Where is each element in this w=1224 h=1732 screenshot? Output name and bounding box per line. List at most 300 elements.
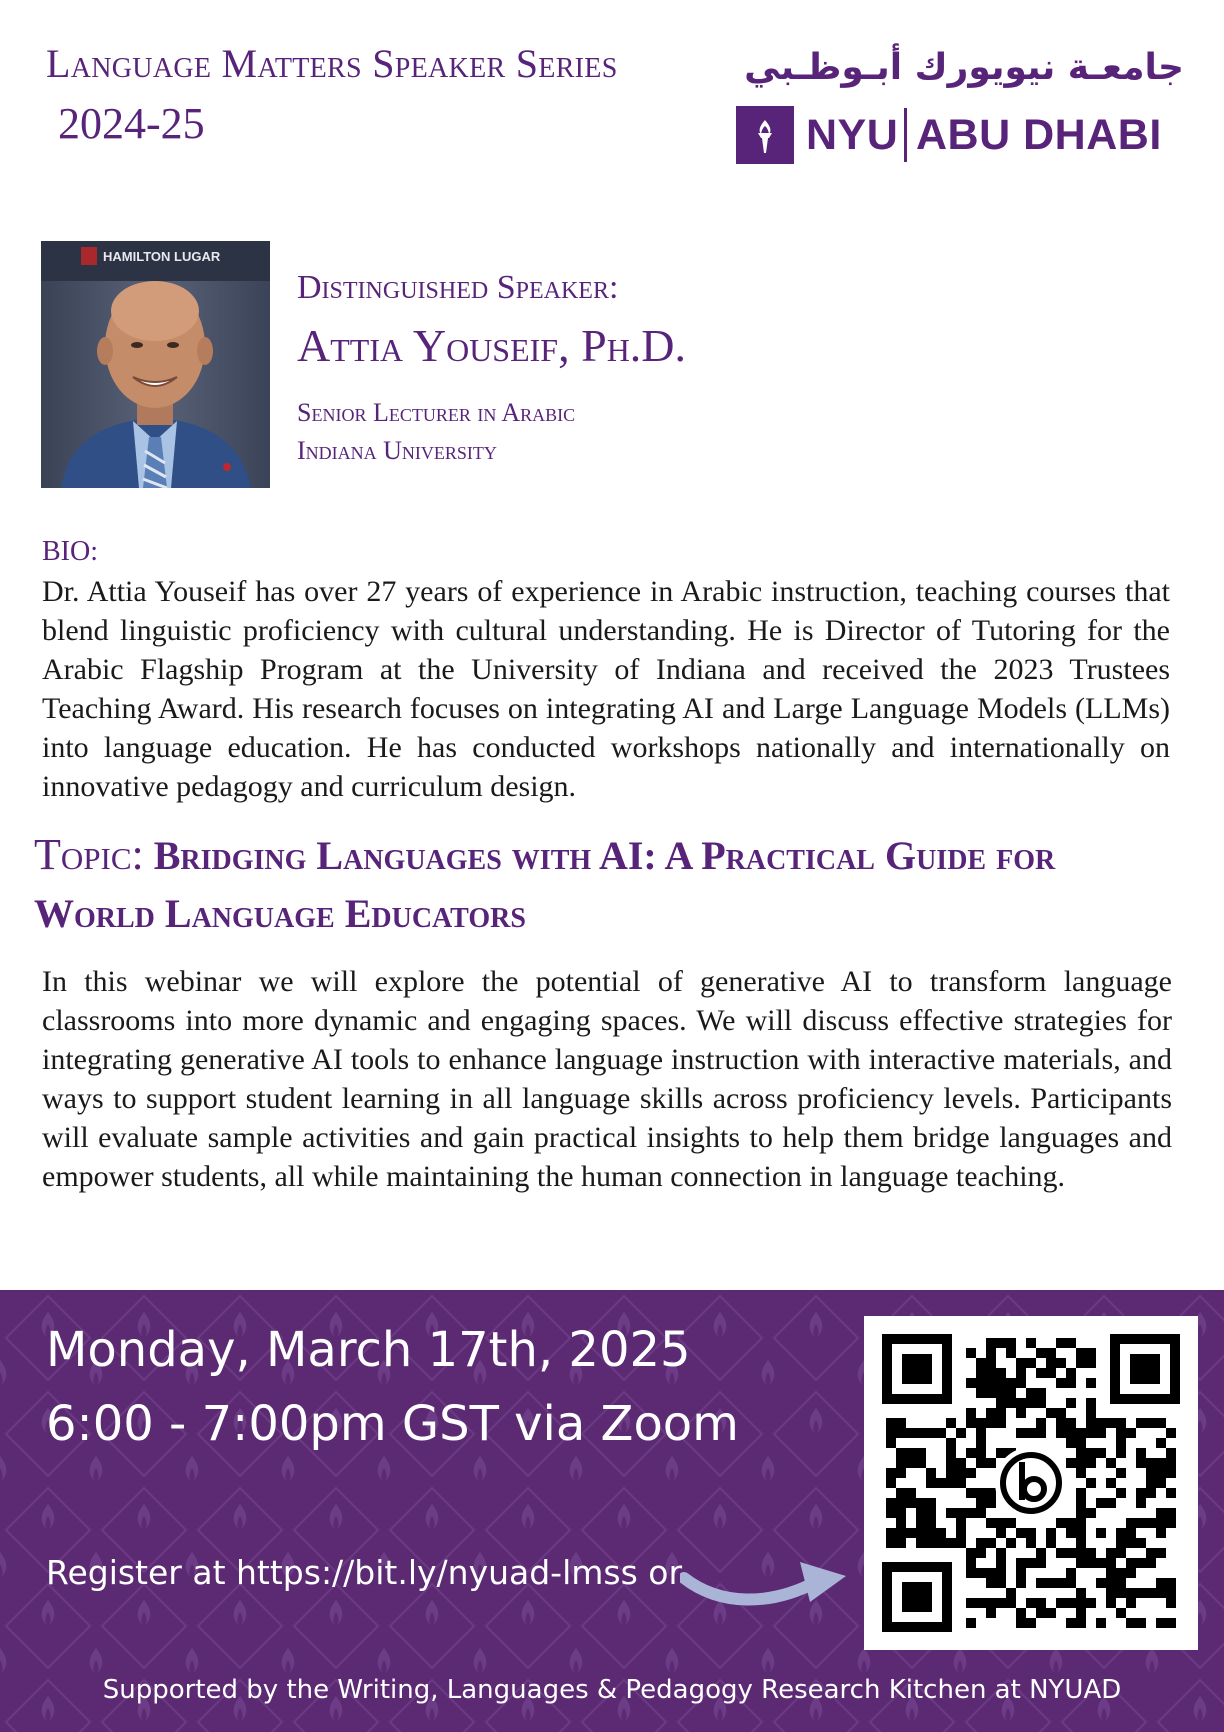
qr-module xyxy=(1026,1618,1036,1628)
qr-module xyxy=(1126,1558,1136,1568)
qr-module xyxy=(986,1338,996,1348)
qr-module xyxy=(996,1408,1006,1418)
register-link[interactable]: Register at https://bit.ly/nyuad-lmss or xyxy=(46,1553,683,1592)
qr-module xyxy=(1136,1538,1146,1548)
qr-module xyxy=(916,1538,926,1548)
qr-module xyxy=(916,1518,926,1528)
qr-module xyxy=(1136,1448,1146,1458)
qr-module xyxy=(966,1408,976,1418)
qr-module xyxy=(1156,1528,1166,1538)
qr-module xyxy=(1146,1558,1156,1568)
qr-module xyxy=(956,1508,966,1518)
qr-module xyxy=(1136,1588,1146,1598)
qr-module xyxy=(886,1428,896,1438)
qr-module xyxy=(996,1398,1006,1408)
qr-module xyxy=(1066,1578,1076,1588)
qr-module xyxy=(996,1388,1006,1398)
qr-module xyxy=(1116,1488,1126,1498)
qr-module xyxy=(946,1478,956,1488)
qr-module xyxy=(1036,1398,1046,1408)
qr-module xyxy=(966,1508,976,1518)
qr-module xyxy=(1036,1608,1046,1618)
qr-module xyxy=(986,1488,996,1498)
qr-module xyxy=(1136,1418,1146,1428)
qr-module xyxy=(996,1368,1006,1378)
qr-module xyxy=(996,1598,1006,1608)
qr-module xyxy=(896,1528,906,1538)
qr-module xyxy=(1066,1458,1076,1468)
qr-module xyxy=(1066,1528,1076,1538)
qr-module xyxy=(966,1568,976,1578)
qr-module xyxy=(886,1418,896,1428)
qr-module xyxy=(1006,1588,1016,1598)
speaker-label: Distinguished Speaker: xyxy=(297,269,619,306)
logo-arabic-text: جامعـة نيويورك أبـوظـبي xyxy=(744,47,1184,88)
qr-module xyxy=(1026,1358,1036,1368)
qr-module xyxy=(1066,1418,1076,1428)
qr-module xyxy=(1066,1518,1076,1528)
qr-module xyxy=(1096,1578,1106,1588)
qr-module xyxy=(1046,1408,1056,1418)
qr-module xyxy=(1116,1588,1126,1598)
qr-module xyxy=(886,1478,896,1488)
qr-module xyxy=(1106,1568,1116,1578)
qr-module xyxy=(906,1498,916,1508)
qr-module xyxy=(1036,1368,1046,1378)
qr-module xyxy=(1116,1548,1126,1558)
qr-module xyxy=(1046,1368,1056,1378)
qr-module xyxy=(996,1528,1006,1538)
topic-label: Topic: xyxy=(34,830,144,879)
qr-module xyxy=(1116,1428,1126,1438)
qr-module xyxy=(1026,1538,1036,1548)
qr-module xyxy=(1076,1608,1086,1618)
event-footer xyxy=(0,1290,1224,1732)
qr-module xyxy=(946,1448,956,1458)
qr-module xyxy=(1076,1448,1086,1458)
qr-module xyxy=(1116,1568,1126,1578)
qr-module xyxy=(1106,1598,1116,1608)
qr-module xyxy=(1016,1398,1026,1408)
qr-module xyxy=(886,1498,896,1508)
qr-module xyxy=(1016,1378,1026,1388)
qr-module xyxy=(1126,1588,1136,1598)
qr-module xyxy=(1126,1518,1136,1528)
qr-module xyxy=(1086,1478,1096,1488)
qr-module xyxy=(1116,1528,1126,1538)
qr-module xyxy=(1166,1488,1176,1498)
qr-module xyxy=(1126,1528,1136,1538)
qr-module xyxy=(1016,1528,1026,1538)
qr-module xyxy=(1056,1378,1066,1388)
qr-module xyxy=(986,1348,996,1358)
qr-module xyxy=(1146,1468,1156,1478)
qr-module xyxy=(976,1568,986,1578)
qr-module xyxy=(986,1598,996,1608)
qr-module xyxy=(956,1528,966,1538)
qr-module xyxy=(916,1458,926,1468)
qr-module xyxy=(1146,1458,1156,1468)
qr-module xyxy=(1086,1458,1096,1468)
qr-module xyxy=(1086,1408,1096,1418)
qr-module xyxy=(1016,1568,1026,1578)
qr-module xyxy=(936,1538,946,1548)
qr-module xyxy=(1076,1468,1086,1478)
qr-module xyxy=(1006,1538,1016,1548)
qr-module xyxy=(1076,1358,1086,1368)
logo-nyu-text: NYU xyxy=(806,111,899,159)
qr-module xyxy=(1016,1618,1026,1628)
qr-module xyxy=(1136,1518,1146,1528)
arrow-right-icon xyxy=(680,1552,850,1612)
qr-module xyxy=(1086,1398,1096,1408)
qr-module xyxy=(986,1408,996,1418)
event-date: Monday, March 17th, 2025 xyxy=(46,1322,691,1378)
qr-module xyxy=(1156,1548,1166,1558)
qr-module xyxy=(1156,1518,1166,1528)
qr-module xyxy=(1046,1358,1056,1368)
qr-module xyxy=(966,1348,976,1358)
qr-module xyxy=(926,1508,936,1518)
qr-module xyxy=(1036,1428,1046,1438)
qr-module xyxy=(1096,1558,1106,1568)
qr-module xyxy=(1076,1588,1086,1598)
qr-module xyxy=(1156,1468,1166,1478)
qr-module xyxy=(1016,1358,1026,1368)
qr-module xyxy=(1076,1618,1086,1628)
qr-module xyxy=(1066,1398,1076,1408)
qr-module xyxy=(1006,1378,1016,1388)
qr-module xyxy=(1096,1528,1106,1538)
bio-heading: BIO: xyxy=(42,536,98,567)
nyu-torch-icon xyxy=(736,106,794,164)
qr-module xyxy=(1116,1438,1126,1448)
qr-module xyxy=(1066,1428,1076,1438)
qr-module xyxy=(1116,1538,1126,1548)
qr-module xyxy=(1006,1338,1016,1348)
qr-module xyxy=(986,1518,996,1528)
support-credit: Supported by the Writing, Languages & Pedagogy Research Kitchen at NYUAD xyxy=(102,1675,1122,1705)
qr-module xyxy=(886,1538,896,1548)
qr-module xyxy=(976,1378,986,1388)
qr-module xyxy=(916,1498,926,1508)
qr-module xyxy=(986,1568,996,1578)
qr-module xyxy=(1056,1358,1066,1368)
topic xyxy=(34,826,1184,943)
qr-module xyxy=(1076,1498,1086,1508)
speaker-photo xyxy=(41,241,270,488)
qr-module xyxy=(936,1528,946,1538)
qr-module xyxy=(976,1458,986,1468)
qr-module xyxy=(966,1448,976,1458)
qr-module xyxy=(986,1538,996,1548)
qr-module xyxy=(986,1608,996,1618)
qr-module xyxy=(1086,1548,1096,1558)
qr-module xyxy=(1126,1568,1136,1578)
qr-finder-bottom-left xyxy=(882,1562,952,1632)
qr-module xyxy=(1056,1338,1066,1348)
qr-module xyxy=(946,1438,956,1448)
qr-module xyxy=(1166,1468,1176,1478)
qr-module xyxy=(1126,1428,1136,1438)
qr-module xyxy=(906,1528,916,1538)
qr-module xyxy=(976,1548,986,1558)
qr-module xyxy=(986,1418,996,1428)
qr-module xyxy=(1016,1368,1026,1378)
qr-module xyxy=(886,1468,896,1478)
qr-finder-top-left xyxy=(882,1334,952,1404)
qr-module xyxy=(1166,1588,1176,1598)
qr-module xyxy=(976,1508,986,1518)
qr-module xyxy=(1026,1398,1036,1408)
qr-module xyxy=(1026,1558,1036,1568)
bio-text: Dr. Attia Youseif has over 27 years of experience in Arabic instruction, teaching courses that blend linguistic proficiency with cultural understanding. He is Director of Tutoring for the Arabic Flagship Program at the University of Indiana and received the 2023 Trustees Teaching Award. His research focuses on integrating AI and Large Language Models (LLMs) into language education. He has conducted workshops nationally and internationally on innovative pedagogy and curriculum design. xyxy=(42,575,1170,803)
qr-module xyxy=(926,1498,936,1508)
qr-module xyxy=(1106,1478,1116,1488)
qr-module xyxy=(946,1418,956,1428)
qr-module xyxy=(1066,1368,1076,1378)
qr-module xyxy=(1026,1528,1036,1538)
qr-module xyxy=(1106,1558,1116,1568)
qr-module xyxy=(1066,1548,1076,1558)
qr-module xyxy=(886,1438,896,1448)
qr-module xyxy=(1066,1598,1076,1608)
qr-module xyxy=(966,1418,976,1428)
qr-module xyxy=(926,1468,936,1478)
qr-module xyxy=(1056,1548,1066,1558)
qr-module xyxy=(966,1558,976,1568)
qr-module xyxy=(1056,1578,1066,1588)
qr-module xyxy=(1056,1418,1066,1428)
qr-module xyxy=(956,1538,966,1548)
qr-module xyxy=(996,1518,1006,1528)
qr-module xyxy=(1136,1618,1146,1628)
qr-module xyxy=(1166,1518,1176,1528)
qr-module xyxy=(956,1428,966,1438)
series-year: 2024-25 xyxy=(58,99,205,148)
qr-module xyxy=(1086,1428,1096,1438)
qr-module xyxy=(1156,1508,1166,1518)
qr-module xyxy=(966,1468,976,1478)
qr-module xyxy=(1036,1418,1046,1428)
qr-module xyxy=(1166,1448,1176,1458)
qr-module xyxy=(986,1498,996,1508)
qr-module xyxy=(946,1538,956,1548)
nyuad-logo xyxy=(734,46,1184,166)
qr-module xyxy=(1166,1598,1176,1608)
qr-module xyxy=(1136,1488,1146,1498)
qr-module xyxy=(976,1428,986,1438)
topic-title: Bridging Languages with AI: A Practical Guide for World Language Educators xyxy=(34,833,1056,936)
qr-module xyxy=(1136,1498,1146,1508)
qr-module xyxy=(976,1498,986,1508)
qr-module xyxy=(966,1378,976,1388)
qr-module xyxy=(1116,1578,1126,1588)
qr-module xyxy=(1026,1338,1036,1348)
qr-module xyxy=(1076,1538,1086,1548)
qr-module xyxy=(1076,1518,1086,1528)
qr-module xyxy=(1006,1388,1016,1398)
qr-module xyxy=(906,1448,916,1458)
qr-module xyxy=(1096,1618,1106,1628)
qr-module xyxy=(1156,1618,1166,1628)
qr-module xyxy=(986,1358,996,1368)
qr-module xyxy=(1106,1458,1116,1468)
qr-module xyxy=(1116,1418,1126,1428)
qr-module xyxy=(926,1528,936,1538)
qr-module xyxy=(906,1488,916,1498)
qr-module xyxy=(1096,1428,1106,1438)
qr-finder-top-right xyxy=(1110,1334,1180,1404)
qr-module xyxy=(1146,1588,1156,1598)
qr-module xyxy=(1076,1598,1086,1608)
qr-module xyxy=(1066,1338,1076,1348)
qr-module xyxy=(1146,1548,1156,1558)
qr-module xyxy=(1116,1608,1126,1618)
photo-backdrop-text: HAMILTON LUGAR xyxy=(103,249,221,264)
qr-module xyxy=(986,1368,996,1378)
qr-module xyxy=(1096,1498,1106,1508)
qr-module xyxy=(1036,1578,1046,1588)
qr-module xyxy=(1026,1598,1036,1608)
qr-module xyxy=(976,1538,986,1548)
qr-module xyxy=(916,1428,926,1438)
qr-module xyxy=(1056,1408,1066,1418)
qr-module xyxy=(1076,1438,1086,1448)
qr-module xyxy=(1086,1448,1096,1458)
qr-module xyxy=(956,1478,966,1488)
qr-module xyxy=(1126,1598,1136,1608)
series-title: Language Matters Speaker Series xyxy=(46,41,618,86)
qr-module xyxy=(1096,1448,1106,1458)
qr-module xyxy=(1026,1388,1036,1398)
qr-module xyxy=(1166,1508,1176,1518)
qr-module xyxy=(926,1428,936,1438)
qr-module xyxy=(1146,1488,1156,1498)
qr-module xyxy=(1066,1618,1076,1628)
qr-module xyxy=(896,1428,906,1438)
qr-module xyxy=(1166,1578,1176,1588)
qr-module xyxy=(956,1458,966,1468)
qr-module xyxy=(896,1508,906,1518)
qr-module xyxy=(1146,1518,1156,1528)
qr-module xyxy=(966,1548,976,1558)
qr-module xyxy=(1006,1398,1016,1408)
qr-module xyxy=(1016,1578,1026,1588)
qr-module xyxy=(976,1368,986,1378)
qr-module xyxy=(1076,1348,1086,1358)
qr-module xyxy=(1156,1578,1166,1588)
qr-module xyxy=(976,1488,986,1498)
qr-module xyxy=(986,1458,996,1468)
qr-module xyxy=(976,1598,986,1608)
qr-module xyxy=(926,1538,936,1548)
qr-module xyxy=(1086,1558,1096,1568)
qr-module xyxy=(1156,1438,1166,1448)
qr-module xyxy=(1016,1608,1026,1618)
logo-abu-dhabi-text: ABU DHABI xyxy=(916,111,1162,159)
qr-module xyxy=(1166,1618,1176,1628)
qr-module xyxy=(1046,1348,1056,1358)
qr-module xyxy=(996,1378,1006,1388)
qr-module xyxy=(896,1458,906,1468)
qr-module xyxy=(1086,1418,1096,1428)
qr-module xyxy=(1056,1428,1066,1438)
qr-module xyxy=(896,1488,906,1498)
qr-module xyxy=(976,1448,986,1458)
qr-module xyxy=(996,1548,1006,1558)
qr-module xyxy=(1036,1598,1046,1608)
qr-module xyxy=(1076,1548,1086,1558)
qr-module xyxy=(916,1508,926,1518)
qr-module xyxy=(976,1418,986,1428)
qr-module xyxy=(1096,1418,1106,1428)
qr-module xyxy=(1066,1568,1076,1578)
qr-module xyxy=(1036,1548,1046,1558)
qr-module xyxy=(1046,1578,1056,1588)
qr-module xyxy=(1076,1508,1086,1518)
qr-module xyxy=(1116,1468,1126,1478)
qr-module xyxy=(1086,1348,1096,1358)
qr-module xyxy=(996,1338,1006,1348)
qr-module xyxy=(956,1468,966,1478)
qr-module xyxy=(936,1478,946,1488)
qr-module xyxy=(1086,1358,1096,1368)
qr-module xyxy=(976,1388,986,1398)
registration-qr-code[interactable] xyxy=(864,1316,1198,1650)
qr-module xyxy=(1136,1558,1146,1568)
qr-module xyxy=(976,1358,986,1368)
qr-module xyxy=(1076,1558,1086,1568)
event-time: 6:00 - 7:00pm GST via Zoom xyxy=(46,1396,739,1452)
qr-module xyxy=(946,1468,956,1478)
qr-module xyxy=(996,1448,1006,1458)
qr-module xyxy=(1036,1388,1046,1398)
qr-module xyxy=(986,1388,996,1398)
qr-module xyxy=(1086,1598,1096,1608)
qr-module xyxy=(1136,1458,1146,1468)
qr-module xyxy=(1126,1538,1136,1548)
qr-module xyxy=(916,1448,926,1458)
qr-module xyxy=(896,1518,906,1528)
qr-module xyxy=(1016,1408,1026,1418)
qr-module xyxy=(896,1418,906,1428)
qr-module xyxy=(926,1518,936,1528)
qr-module xyxy=(1086,1508,1096,1518)
qr-module xyxy=(1026,1428,1036,1438)
qr-module xyxy=(996,1568,1006,1578)
qr-module xyxy=(1006,1598,1016,1608)
qr-module xyxy=(996,1578,1006,1588)
qr-module xyxy=(1076,1488,1086,1498)
qr-module xyxy=(896,1498,906,1508)
qr-module xyxy=(906,1428,916,1438)
qr-module xyxy=(936,1428,946,1438)
qr-module xyxy=(916,1528,926,1538)
qr-module xyxy=(1086,1378,1096,1388)
qr-module xyxy=(1156,1478,1166,1488)
speaker-name: Attia Youseif, Ph.D. xyxy=(297,320,687,371)
qr-module xyxy=(886,1528,896,1538)
logo-divider xyxy=(904,108,907,162)
speaker-organization: Indiana University xyxy=(297,436,497,465)
qr-module xyxy=(946,1458,956,1468)
qr-module xyxy=(966,1598,976,1608)
qr-module xyxy=(1066,1378,1076,1388)
qr-module xyxy=(1066,1438,1076,1448)
qr-module xyxy=(986,1378,996,1388)
qr-module xyxy=(1036,1348,1046,1358)
